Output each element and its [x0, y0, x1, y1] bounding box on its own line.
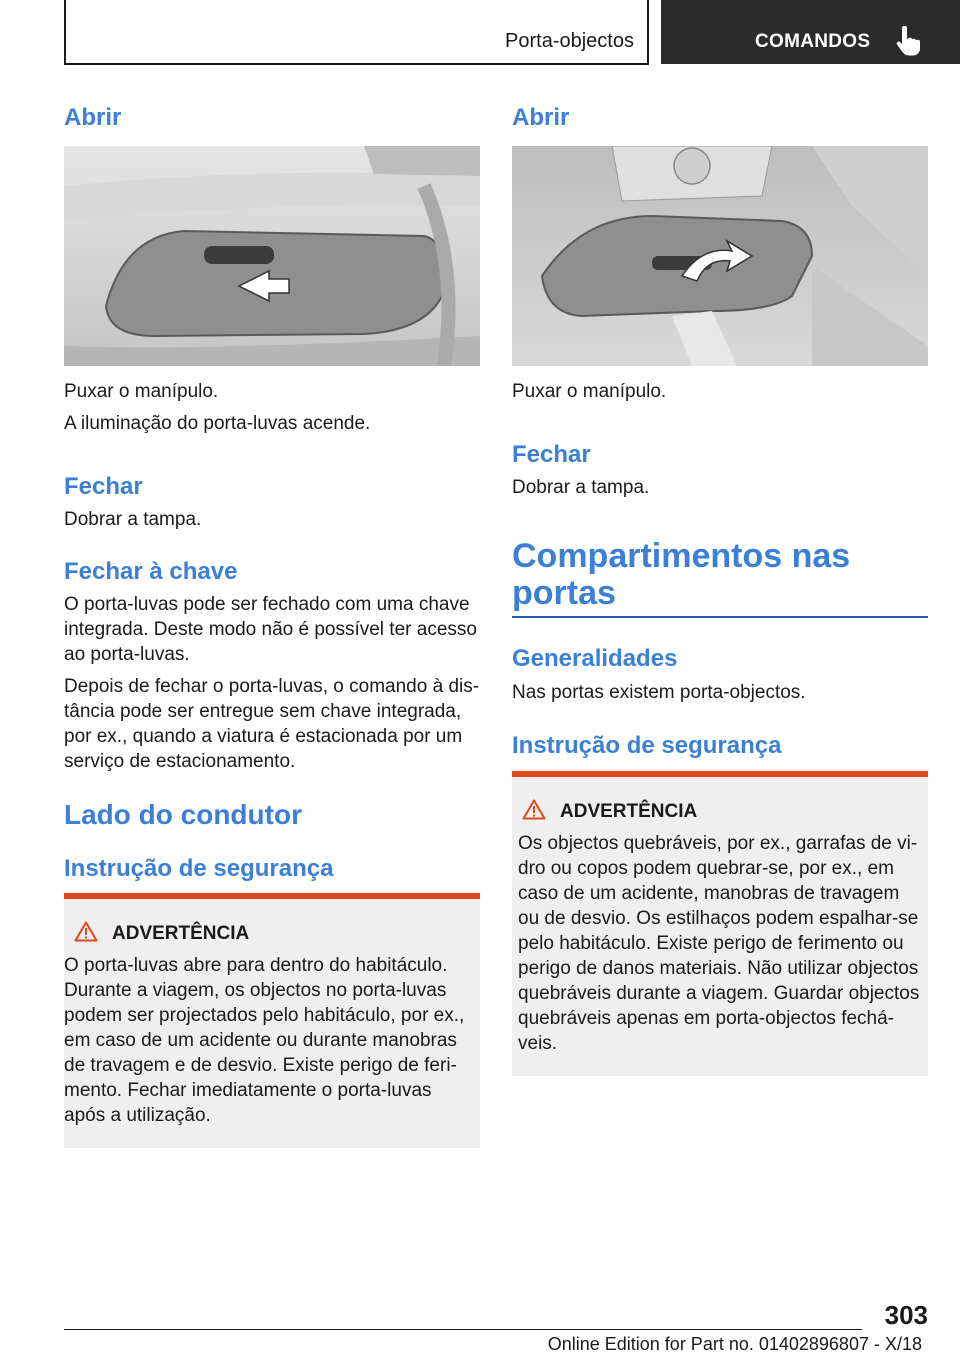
header-rule-left [64, 0, 66, 64]
text-line: dro ou copos podem quebrar-se, por ex., em [518, 858, 894, 879]
left-warning-box [64, 899, 480, 1148]
text-line: podem ser projectados pelo habitáculo, por ex., [64, 1005, 465, 1026]
left-close-heading: Fechar [64, 473, 143, 500]
right-warning-text [518, 831, 919, 1056]
text-line: Os objectos quebráveis, por ex., garrafas de vi- [518, 833, 918, 854]
left-open-note: A iluminação do porta-luvas acende. [64, 413, 371, 434]
door-compartments-title [512, 538, 850, 612]
text-line: ou de desvio. Os estilhaços podem espalhar-se [518, 908, 919, 929]
footer-rule [64, 1329, 862, 1330]
right-close-text: Dobrar a tampa. [512, 477, 650, 498]
section-title: Porta-objectos [505, 30, 634, 52]
text-line: após a utilização. [64, 1105, 211, 1126]
section-title-rule [512, 616, 928, 618]
text-line: Depois de fechar o porta-luvas, o comando à dis- [64, 676, 480, 697]
text-line: caso de um acidente, manobras de travagem [518, 883, 900, 904]
text-line: em caso de um acidente ou durante manobras [64, 1030, 457, 1051]
text-line: perigo de danos materiais. Não utilizar objectos [518, 958, 919, 979]
warning-triangle-icon [74, 921, 98, 942]
lock-heading: Fechar à chave [64, 558, 238, 585]
text-line: quebráveis apenas em porta-objectos fechá- [518, 1008, 895, 1029]
text-line: quebráveis durante a viagem. Guardar objectos [518, 983, 920, 1004]
header-rule-bottom [64, 63, 649, 65]
left-open-step: Puxar o manípulo. [64, 381, 219, 402]
text-line: veis. [518, 1033, 558, 1054]
general-text: Nas portas existem porta-objectos. [512, 682, 806, 703]
glovebox-photo-driver [512, 146, 928, 366]
lock-paragraph-1 [64, 592, 477, 667]
text-line: ao porta-luvas. [64, 644, 190, 665]
text-line: de travagem e de desvio. Existe perigo de feri- [64, 1055, 457, 1076]
left-close-text: Dobrar a tampa. [64, 509, 202, 530]
right-warning-box [512, 777, 928, 1076]
left-warning-title: ADVERTÊNCIA [112, 923, 250, 944]
pointing-hand-icon [894, 26, 922, 56]
edition-note: Online Edition for Part no. 01402896807 - X/18 [547, 1334, 922, 1354]
glovebox-photo-passenger [64, 146, 480, 366]
warning-triangle-icon [522, 799, 546, 820]
text-line: pelo habitáculo. Existe perigo de ferimento ou [518, 933, 904, 954]
text-line: O porta-luvas pode ser fechado com uma chave [64, 594, 470, 615]
text-line: serviço de estacionamento. [64, 751, 296, 772]
right-open-heading: Abrir [512, 104, 570, 131]
chapter-tab-label: COMANDOS [755, 31, 871, 52]
title-line: portas [512, 574, 616, 612]
header-rule-right [647, 0, 649, 64]
text-line: integrada. Deste modo não é possível ter acesso [64, 619, 477, 640]
text-line: por ex., quando a viatura é estacionada por um [64, 726, 463, 747]
left-open-heading: Abrir [64, 104, 122, 131]
right-close-heading: Fechar [512, 441, 591, 468]
driver-side-heading: Lado do condutor [64, 799, 302, 830]
text-line: Durante a viagem, os objectos no porta-luvas [64, 980, 447, 1001]
general-heading: Generalidades [512, 645, 678, 672]
text-line: O porta-luvas abre para dentro do habitáculo. [64, 955, 448, 976]
title-line: Compartimentos nas [512, 537, 851, 575]
lock-paragraph-2 [64, 674, 479, 774]
left-warning-text [64, 953, 464, 1128]
right-warning-title: ADVERTÊNCIA [560, 801, 698, 822]
left-safety-heading: Instrução de segurança [64, 855, 334, 882]
right-open-step: Puxar o manípulo. [512, 381, 667, 402]
text-line: mento. Fechar imediatamente o porta-luvas [64, 1080, 432, 1101]
page-number: 303 [884, 1300, 928, 1330]
right-safety-heading: Instrução de segurança [512, 732, 782, 759]
text-line: tância pode ser entregue sem chave integrada, [64, 701, 462, 722]
